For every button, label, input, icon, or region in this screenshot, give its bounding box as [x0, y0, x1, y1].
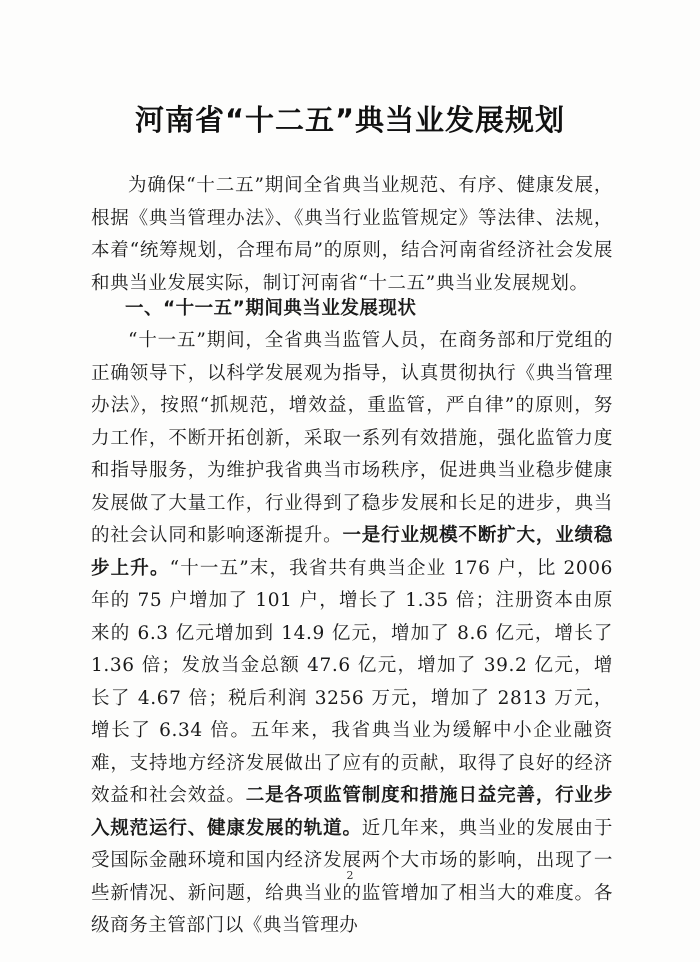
intro-paragraph — [91, 170, 613, 300]
point-two-heading: 二是各项监管制度和措施日益完善，行业步入规范运行、健康发展的轨道。 — [91, 785, 613, 839]
status-paragraph — [91, 325, 613, 943]
point-two-text: 近几年来，典当业的发展由于受国际金融环境和国内经济发展两个大市场的影响，出现了一些新情况、新问题，给典当业的监管增加了相当大的难度。各级商务主管部门以《典当管理办 — [91, 817, 613, 936]
status-intro-text: “十一五”期间，全省典当监管人员，在商务部和厅党组的正确领导下，以科学发展观为指导，认真贯彻执行《典当管理办法》，按照“抓规范，增效益，重监管，严自律”的原则，努力工作，不断开拓创新，采取一系列有效措施，强化监管力度和指导服务，为维护我省典当市场秩序，促进典当业稳步健康发展做了大量工作，行业得到了稳步发展和长足的进步，典当的社会认同和影响逐渐提升。 — [91, 330, 613, 546]
point-one-heading: 一是行业规模不断扩大，业绩稳步上升。 — [91, 525, 613, 579]
page-number: 2 — [346, 869, 354, 882]
status-paragraph-text — [91, 325, 613, 943]
point-one-text: “十一五”末，我省共有典当企业 176 户，比 2006 年的 75 户增加了 101 户，增长了 1.35 倍；注册资本由原来的 6.3 亿元增加到 14.9 亿元，增加了 8.6 亿元，增长了 1.36 倍；发放当金总额 47.6 亿元，增加了 39.2 亿元，增长了 4.67 倍；税后利润 3256 万元，增加了 2813 万元，增长了 6.34 倍。五年来，我省典当业为缓解中小企业融资难，支持地方经济发展做出了应有的贡献，取得了良好的经济效益和社会效益。 — [91, 557, 613, 806]
document-title: 河南省“十二五”典当业发展规划 — [134, 103, 566, 137]
intro-paragraph-text: 为确保“十二五”期间全省典当业规范、有序、健康发展，根据《典当管理办法》、《典当行业监管规定》等法律、法规，本着“统筹规划，合理布局”的原则，结合河南省经济社会发展和典当业发展实际，制订河南省“十二五”典当业发展规划。 — [91, 175, 613, 294]
section-heading: 一、“十一五”期间典当业发展现状 — [125, 298, 417, 319]
